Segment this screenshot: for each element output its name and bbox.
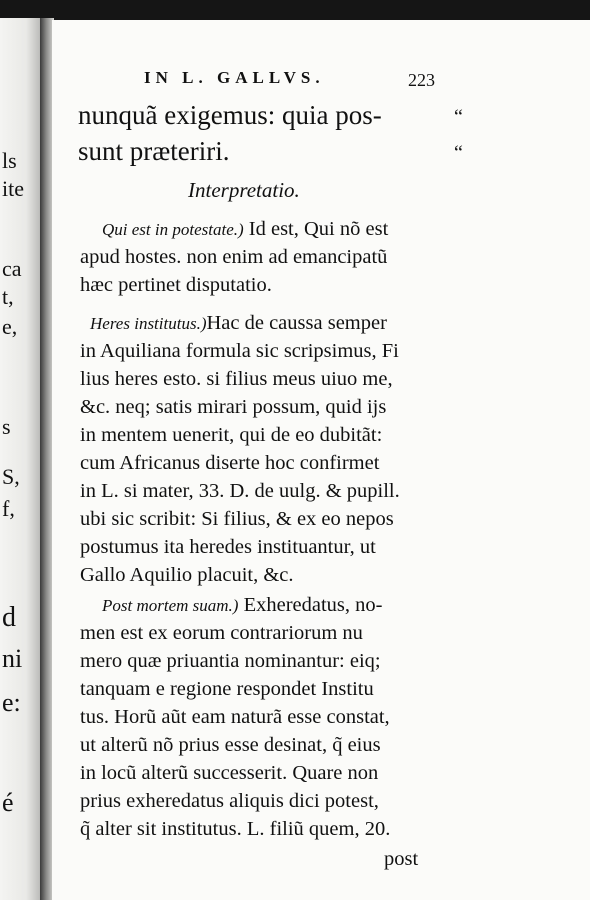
paragraph-line: tus. Horũ aũt eam naturã esse constat, (80, 706, 390, 728)
paragraph-line: mero quæ priuantia nominantur: eiq; (80, 650, 381, 672)
facing-page-fragment: d (2, 602, 16, 633)
paragraph-line: q̃ alter sit institutus. L. filiũ quem, 20. (80, 818, 391, 840)
running-title: IN L. GALLVS. (144, 68, 325, 87)
paragraph-line: prius exheredatus aliquis dici potest, (80, 790, 379, 812)
paragraph-line: ut alterũ nõ prius esse desinat, q̃ eius (80, 734, 381, 756)
facing-page-fragment: ca (2, 256, 22, 281)
paragraph-line: Post mortem suam.) Exheredatus, no- (102, 594, 383, 616)
page-number: 223 (408, 70, 435, 90)
paragraph-line: in L. si mater, 33. D. de uulg. & pupill. (80, 480, 400, 502)
facing-page-fragment: ni (2, 644, 23, 673)
lemma: Post mortem suam.) (102, 596, 239, 615)
paragraph-line: Qui est in potestate.) Id est, Qui nõ est (102, 218, 389, 240)
lemma: Heres institutus.) (90, 314, 207, 333)
margin-quote-mark: “ (454, 106, 463, 128)
facing-page-fragment: ls (2, 148, 17, 173)
margin-quote-mark: “ (454, 142, 463, 164)
paragraph-line: Heres institutus.)Hac de caussa semper (90, 312, 387, 334)
paragraph-line: hæc pertinet disputatio. (80, 274, 272, 296)
opening-line: nunquã exigemus: quia pos- (78, 100, 382, 130)
paragraph-line: men est ex eorum contrariorum nu (80, 622, 363, 644)
facing-page-fragment: t, (2, 284, 14, 309)
facing-page-fragment: ite (2, 176, 24, 201)
section-title: Interpretatio. (188, 178, 300, 202)
paragraph-line: in locũ alterũ successerit. Quare non (80, 762, 379, 784)
paragraph-line: in mentem uenerit, qui de eo dubitãt: (80, 424, 383, 446)
paragraph-line: apud hostes. non enim ad emancipatũ (80, 246, 388, 268)
paragraph-line: postumus ita heredes instituantur, ut (80, 536, 376, 558)
lemma: Qui est in potestate.) (102, 220, 244, 239)
opening-line: sunt præteriri. (78, 136, 230, 166)
paragraph-line: &c. neq; satis mirari possum, quid ijs (80, 396, 387, 418)
paragraph-line: Gallo Aquilio placuit, &c. (80, 564, 294, 586)
facing-page-edge (0, 18, 44, 900)
facing-page-fragment: e: (2, 688, 21, 717)
facing-page-fragment: é (2, 788, 14, 817)
paragraph-line: tanquam e regione respondet Institu (80, 678, 374, 700)
paragraph-line: in Aquiliana formula sic scripsimus, Fi (80, 340, 399, 362)
facing-page-fragment: s (2, 414, 11, 439)
book-page (52, 20, 590, 900)
paragraph-line: ubi sic scribit: Si filius, & ex eo nepos (80, 508, 394, 530)
paragraph-line: lius heres esto. si filius meus uiuo me, (80, 368, 393, 390)
paragraph-line: cum Africanus diserte hoc confirmet (80, 452, 380, 474)
facing-page-fragment: f, (2, 496, 15, 521)
facing-page-fragment: e, (2, 314, 18, 339)
facing-page-fragment: S, (2, 464, 20, 489)
catchword: post (384, 848, 419, 870)
